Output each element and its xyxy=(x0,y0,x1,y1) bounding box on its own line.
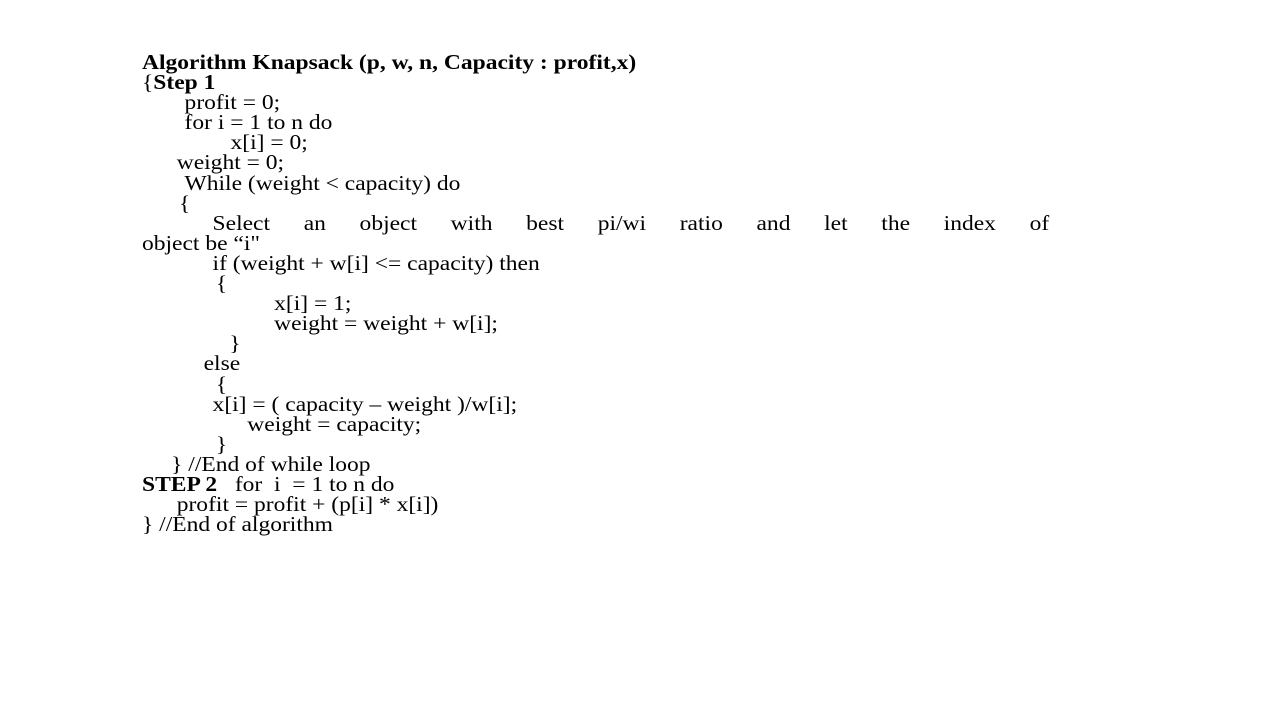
code-line: profit = 0; xyxy=(184,90,281,115)
code-line: weight = capacity; xyxy=(247,411,422,436)
step1-label: Step 1 xyxy=(153,70,216,95)
code-line: if (weight + w[i] <= capacity) then xyxy=(212,250,540,275)
code-line: object be “i" xyxy=(142,230,261,255)
step2-label: STEP 2 xyxy=(142,471,218,496)
code-line: Select an object with best pi/wi ratio and let the index of xyxy=(212,210,1050,235)
step2-text: for i = 1 to n do xyxy=(234,471,395,496)
code-line: x[i] = 0; xyxy=(230,130,308,155)
code-line: { xyxy=(215,371,228,396)
code-line: x[i] = 1; xyxy=(274,291,352,316)
code-line: { xyxy=(178,190,191,215)
code-line: weight = weight + w[i]; xyxy=(274,311,498,336)
code-line: } xyxy=(215,431,228,456)
code-line: } //End of while loop xyxy=(171,451,371,476)
code-line: else xyxy=(203,351,241,376)
code-line: profit = profit + (p[i] * x[i]) xyxy=(176,492,439,517)
code-line: } xyxy=(229,331,241,356)
code-line: } //End of algorithm xyxy=(142,512,333,537)
code-line: for i = 1 to n do xyxy=(184,110,333,135)
code-line: weight = 0; xyxy=(176,150,285,175)
code-line: x[i] = ( capacity – weight )/w[i]; xyxy=(212,391,518,416)
step1-header xyxy=(142,70,1161,95)
algorithm-block xyxy=(142,50,1161,537)
code-line: While (weight < capacity) do xyxy=(184,170,461,195)
code-line: { xyxy=(215,271,228,296)
step2-line xyxy=(142,471,1161,496)
open-brace: { xyxy=(142,70,154,95)
algorithm-title: Algorithm Knapsack (p, w, n, Capacity : profit,x) xyxy=(142,50,637,74)
